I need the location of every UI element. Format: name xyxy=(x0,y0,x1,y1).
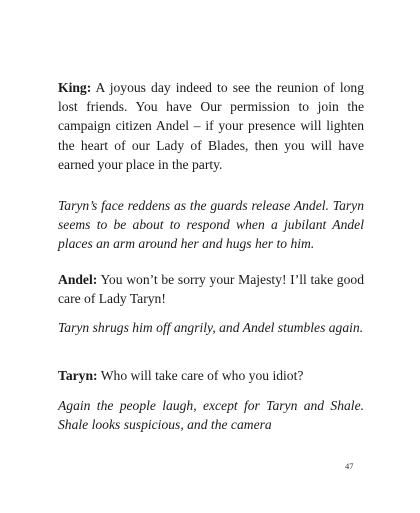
dialogue-text: You won’t be sorry your Majesty! I’ll take good care of Lady Taryn! xyxy=(58,272,364,307)
speaker-name: Taryn: xyxy=(58,368,98,383)
dialogue-taryn xyxy=(58,366,364,385)
stage-direction: Taryn’s face reddens as the guards release Andel. Taryn seems to be about to respond when a jubilant Andel places an arm around her and hugs her to him. xyxy=(58,198,364,252)
dialogue-andel xyxy=(58,270,364,308)
speaker-name: Andel: xyxy=(58,272,98,287)
dialogue-king xyxy=(58,78,364,174)
stage-direction: Taryn shrugs him off angrily, and Andel stumbles again. xyxy=(58,320,364,335)
page-number: 47 xyxy=(345,461,354,471)
dialogue-text: Who will take care of who you idiot? xyxy=(97,368,304,383)
stage-direction: Again the people laugh, except for Taryn and Shale. Shale looks suspicious, and the camera xyxy=(58,398,364,433)
speaker-name: King: xyxy=(58,80,92,95)
dialogue-text: A joyous day indeed to see the reunion of long lost friends. You have Our permission to join the campaign citizen Andel – if your presence will lighten the heart of our Lady of Blades, then you will have earned your place in the party. xyxy=(58,80,364,172)
